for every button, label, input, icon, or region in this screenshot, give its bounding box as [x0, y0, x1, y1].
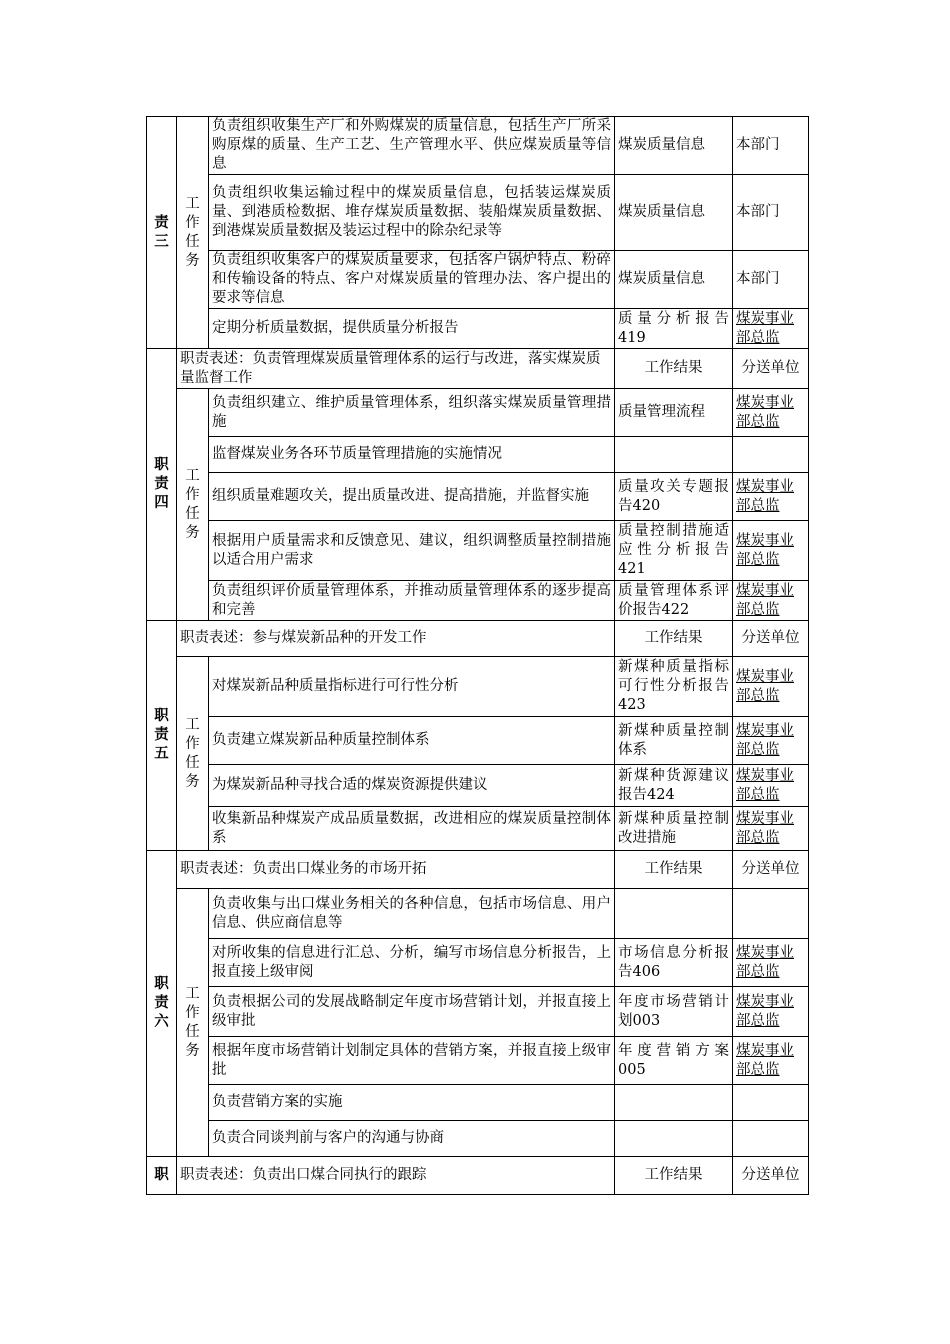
task-result: 新煤种质量指标可行性分析报告423 [615, 657, 733, 717]
task-description: 负责收集与出口煤业务相关的各种信息，包括市场信息、用户信息、供应商信息等 [209, 889, 615, 939]
task-destination: 本部门 [733, 117, 809, 175]
task-destination: 煤炭事业部总监 [733, 581, 809, 621]
section-label: 职 [147, 1157, 177, 1195]
section-label: 责三 [147, 117, 177, 349]
task-result [615, 1121, 733, 1157]
task-label: 工作任务 [177, 889, 209, 1157]
table-row [147, 175, 809, 251]
task-destination: 煤炭事业部总监 [733, 657, 809, 717]
task-destination [733, 1085, 809, 1121]
task-description: 负责营销方案的实施 [209, 1085, 615, 1121]
destination-header: 分送单位 [733, 1157, 809, 1195]
task-result [615, 889, 733, 939]
duty-summary: 职责表述：负责出口煤业务的市场开拓 [177, 851, 615, 889]
task-description: 根据用户质量需求和反馈意见、建议，组织调整质量控制措施以适合用户需求 [209, 521, 615, 581]
task-description: 负责合同谈判前与客户的沟通与协商 [209, 1121, 615, 1157]
duty-summary: 职责表述：负责出口煤合同执行的跟踪 [177, 1157, 615, 1195]
task-result: 新煤种质量控制体系 [615, 717, 733, 765]
task-label: 工作任务 [177, 117, 209, 349]
task-result: 新煤种货源建议报告424 [615, 765, 733, 807]
task-result: 煤炭质量信息 [615, 117, 733, 175]
task-description: 组织质量难题攻关，提出质量改进、提高措施，并监督实施 [209, 473, 615, 521]
task-destination: 煤炭事业部总监 [733, 807, 809, 851]
task-result: 质量管理流程 [615, 389, 733, 437]
destination-header: 分送单位 [733, 621, 809, 657]
task-result [615, 437, 733, 473]
result-header: 工作结果 [615, 349, 733, 389]
table-row [147, 1085, 809, 1121]
table-row [147, 657, 809, 717]
task-label: 工作任务 [177, 657, 209, 851]
table-row [147, 521, 809, 581]
task-description: 监督煤炭业务各环节质量管理措施的实施情况 [209, 437, 615, 473]
table-row [147, 581, 809, 621]
task-description: 负责组织评价质量管理体系，并推动质量管理体系的逐步提高和完善 [209, 581, 615, 621]
table-row [147, 1121, 809, 1157]
duty-summary: 职责表述：负责管理煤炭质量管理体系的运行与改进，落实煤炭质量监督工作 [177, 349, 615, 389]
task-destination: 煤炭事业部总监 [733, 765, 809, 807]
task-destination: 煤炭事业部总监 [733, 473, 809, 521]
task-destination: 煤炭事业部总监 [733, 521, 809, 581]
task-description: 对煤炭新品种质量指标进行可行性分析 [209, 657, 615, 717]
table-row [147, 621, 809, 657]
table-row [147, 765, 809, 807]
table-row [147, 1157, 809, 1195]
task-result: 质量控制措施适应性分析报告421 [615, 521, 733, 581]
duty-table-page [146, 116, 808, 1195]
table-row [147, 437, 809, 473]
task-result: 煤炭质量信息 [615, 175, 733, 251]
table-row [147, 117, 809, 175]
destination-header: 分送单位 [733, 349, 809, 389]
section-label: 职责四 [147, 349, 177, 621]
task-destination: 本部门 [733, 175, 809, 251]
task-result: 新煤种质量控制改进措施 [615, 807, 733, 851]
table-row [147, 251, 809, 309]
task-label: 工作任务 [177, 389, 209, 621]
task-result: 质量管理体系评价报告422 [615, 581, 733, 621]
task-result: 年度市场营销计划003 [615, 987, 733, 1037]
task-destination: 煤炭事业部总监 [733, 939, 809, 987]
task-destination: 煤炭事业部总监 [733, 717, 809, 765]
destination-header: 分送单位 [733, 851, 809, 889]
table-row [147, 309, 809, 349]
table-row [147, 389, 809, 437]
task-description: 根据年度市场营销计划制定具体的营销方案，并报直接上级审批 [209, 1037, 615, 1085]
task-description: 负责组织建立、维护质量管理体系，组织落实煤炭质量管理措施 [209, 389, 615, 437]
table-row [147, 851, 809, 889]
duty-table [146, 116, 809, 1195]
task-result: 市场信息分析报告406 [615, 939, 733, 987]
task-description: 为煤炭新品种寻找合适的煤炭资源提供建议 [209, 765, 615, 807]
table-row [147, 473, 809, 521]
task-destination [733, 889, 809, 939]
result-header: 工作结果 [615, 621, 733, 657]
task-destination: 煤炭事业部总监 [733, 389, 809, 437]
task-description: 定期分析质量数据，提供质量分析报告 [209, 309, 615, 349]
section-label: 职责六 [147, 851, 177, 1157]
task-result: 年度营销方案005 [615, 1037, 733, 1085]
task-description: 负责根据公司的发展战略制定年度市场营销计划，并报直接上级审批 [209, 987, 615, 1037]
task-destination: 煤炭事业部总监 [733, 1037, 809, 1085]
task-destination: 本部门 [733, 251, 809, 309]
table-row [147, 717, 809, 765]
result-header: 工作结果 [615, 851, 733, 889]
task-description: 收集新品种煤炭产成品质量数据，改进相应的煤炭质量控制体系 [209, 807, 615, 851]
table-row [147, 349, 809, 389]
table-row [147, 987, 809, 1037]
task-result [615, 1085, 733, 1121]
task-description: 对所收集的信息进行汇总、分析，编写市场信息分析报告，上报直接上级审阅 [209, 939, 615, 987]
duty-summary: 职责表述：参与煤炭新品种的开发工作 [177, 621, 615, 657]
task-destination: 煤炭事业部总监 [733, 309, 809, 349]
table-row [147, 807, 809, 851]
task-result: 质量分析报告419 [615, 309, 733, 349]
task-description: 负责组织收集运输过程中的煤炭质量信息，包括装运煤炭质量、到港质检数据、堆存煤炭质量数据、装船煤炭质量数据、到港煤炭质量数据及装运过程中的除杂纪录等 [209, 175, 615, 251]
task-description: 负责建立煤炭新品种质量控制体系 [209, 717, 615, 765]
task-result: 煤炭质量信息 [615, 251, 733, 309]
result-header: 工作结果 [615, 1157, 733, 1195]
table-row [147, 939, 809, 987]
task-destination [733, 1121, 809, 1157]
task-destination [733, 437, 809, 473]
table-row [147, 889, 809, 939]
section-label: 职责五 [147, 621, 177, 851]
table-row [147, 1037, 809, 1085]
task-description: 负责组织收集客户的煤炭质量要求，包括客户锅炉特点、粉碎和传输设备的特点、客户对煤炭质量的管理办法、客户提出的要求等信息 [209, 251, 615, 309]
task-result: 质量攻关专题报告420 [615, 473, 733, 521]
task-description: 负责组织收集生产厂和外购煤炭的质量信息，包括生产厂所采购原煤的质量、生产工艺、生产管理水平、供应煤炭质量等信息 [209, 117, 615, 175]
task-destination: 煤炭事业部总监 [733, 987, 809, 1037]
